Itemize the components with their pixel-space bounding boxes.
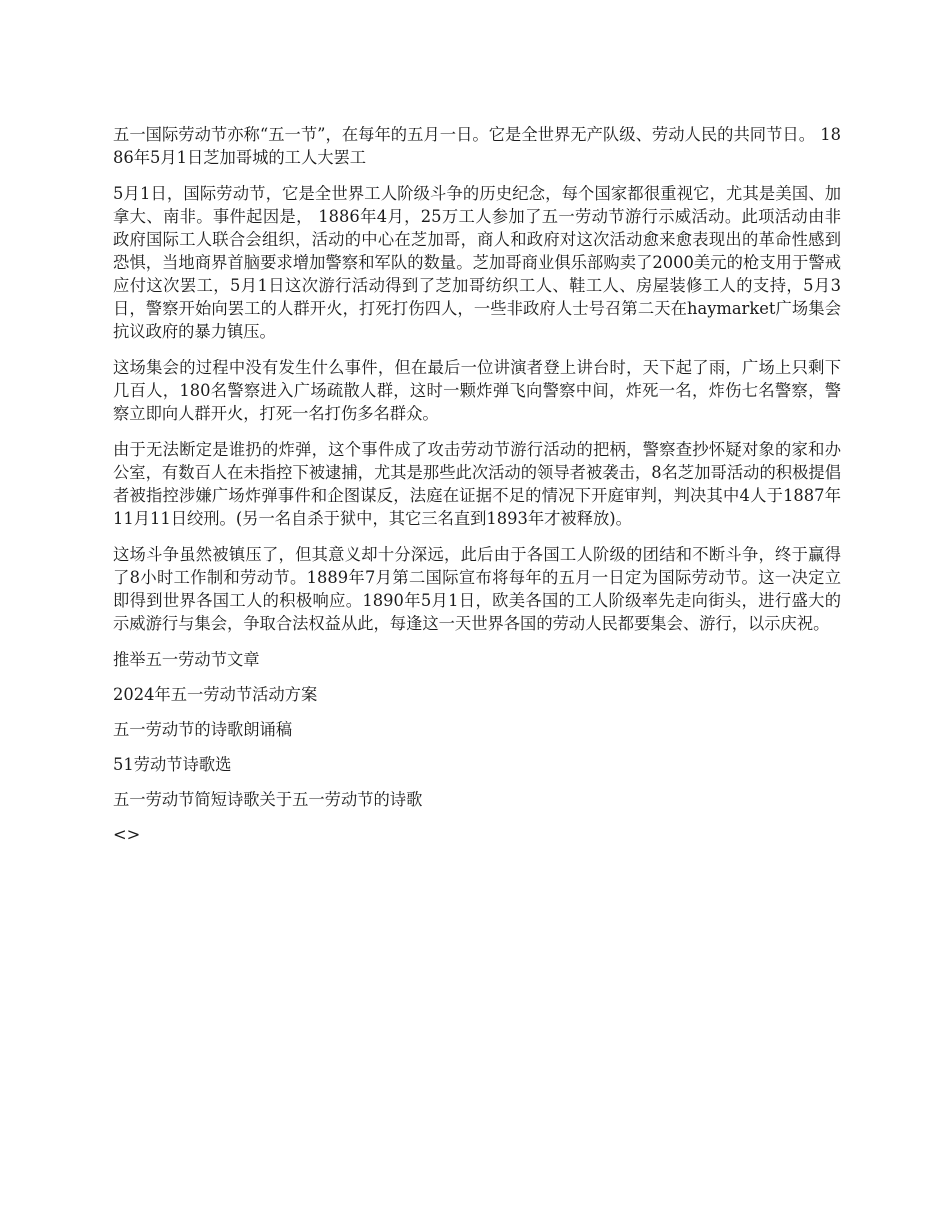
related-link-4[interactable]: 五一劳动节简短诗歌关于五一劳动节的诗歌 — [113, 790, 423, 809]
related-link-1[interactable]: 2024年五一劳动节活动方案 — [113, 685, 318, 704]
related-link-3[interactable]: 51劳动节诗歌选 — [113, 755, 232, 774]
footer-mark: <> — [113, 825, 141, 844]
article-paragraph-1: 五一国际劳动节亦称“五一节”，在每年的五月一日。它是全世界无产队级、劳动人民的共同节日。 1886年5月1日芝加哥城的工人大罢工 — [113, 125, 841, 167]
article-paragraph-2: 5月1日，国际劳动节，它是全世界工人阶级斗争的历史纪念，每个国家都很重视它，尤其是美国、加拿大、南非。事件起因是， 1886年4月，25万工人参加了五一劳动节游行示威活动。此项活动由非政府国际工人联合会组织，活动的中心在芝加哥，商人和政府对这次活动愈来愈表现出的革命性感到恐惧，当地商界首脑要求增加警察和军队的数量。芝加哥商业俱乐部购卖了2000美元的枪支用于警戒应付这次罢工，5月1日这次游行活动得到了芝加哥纺织工人、鞋工人、房屋装修工人的支持，5月3日，警察开始向罢工的人群开火，打死打伤四人，一些非政府人士号召第二天在haymarket广场集会抗议政府的暴力镇压。 — [113, 184, 841, 341]
related-link-2[interactable]: 五一劳动节的诗歌朗诵稿 — [113, 720, 293, 739]
document-page — [113, 123, 841, 846]
related-heading: 推举五一劳动节文章 — [113, 650, 260, 669]
related-links — [113, 683, 841, 811]
article-paragraph-5: 这场斗争虽然被镇压了，但其意义却十分深远，此后由于各国工人阶级的团结和不断斗争，终于赢得了8小时工作制和劳动节。1889年7月第二国际宣布将每年的五月一日定为国际劳动节。这一决定立即得到世界各国工人的积极响应。1890年5月1日，欧美各国的工人阶级率先走向街头，进行盛大的示威游行与集会，争取合法权益从此，每逢这一天世界各国的劳动人民都要集会、游行，以示庆祝。 — [113, 545, 841, 633]
article-paragraph-3: 这场集会的过程中没有发生什么事件，但在最后一位讲演者登上讲台时，天下起了雨，广场上只剩下几百人，180名警察进入广场疏散人群，这时一颗炸弹飞向警察中间，炸死一名，炸伤七名警察，警察立即向人群开火，打死一名打伤多名群众。 — [113, 358, 841, 423]
article-paragraph-4: 由于无法断定是谁扔的炸弹，这个事件成了攻击劳动节游行活动的把柄，警察查抄怀疑对象的家和办公室，有数百人在未指控下被逮捕，尤其是那些此次活动的领导者被袭击，8名芝加哥活动的积极提倡者被指控涉嫌广场炸弹事件和企图谋反，法庭在证据不足的情况下开庭审判，判决其中4人于1887年11月11日绞刑。(另一名自杀于狱中，其它三名直到1893年才被释放)。 — [113, 440, 841, 528]
